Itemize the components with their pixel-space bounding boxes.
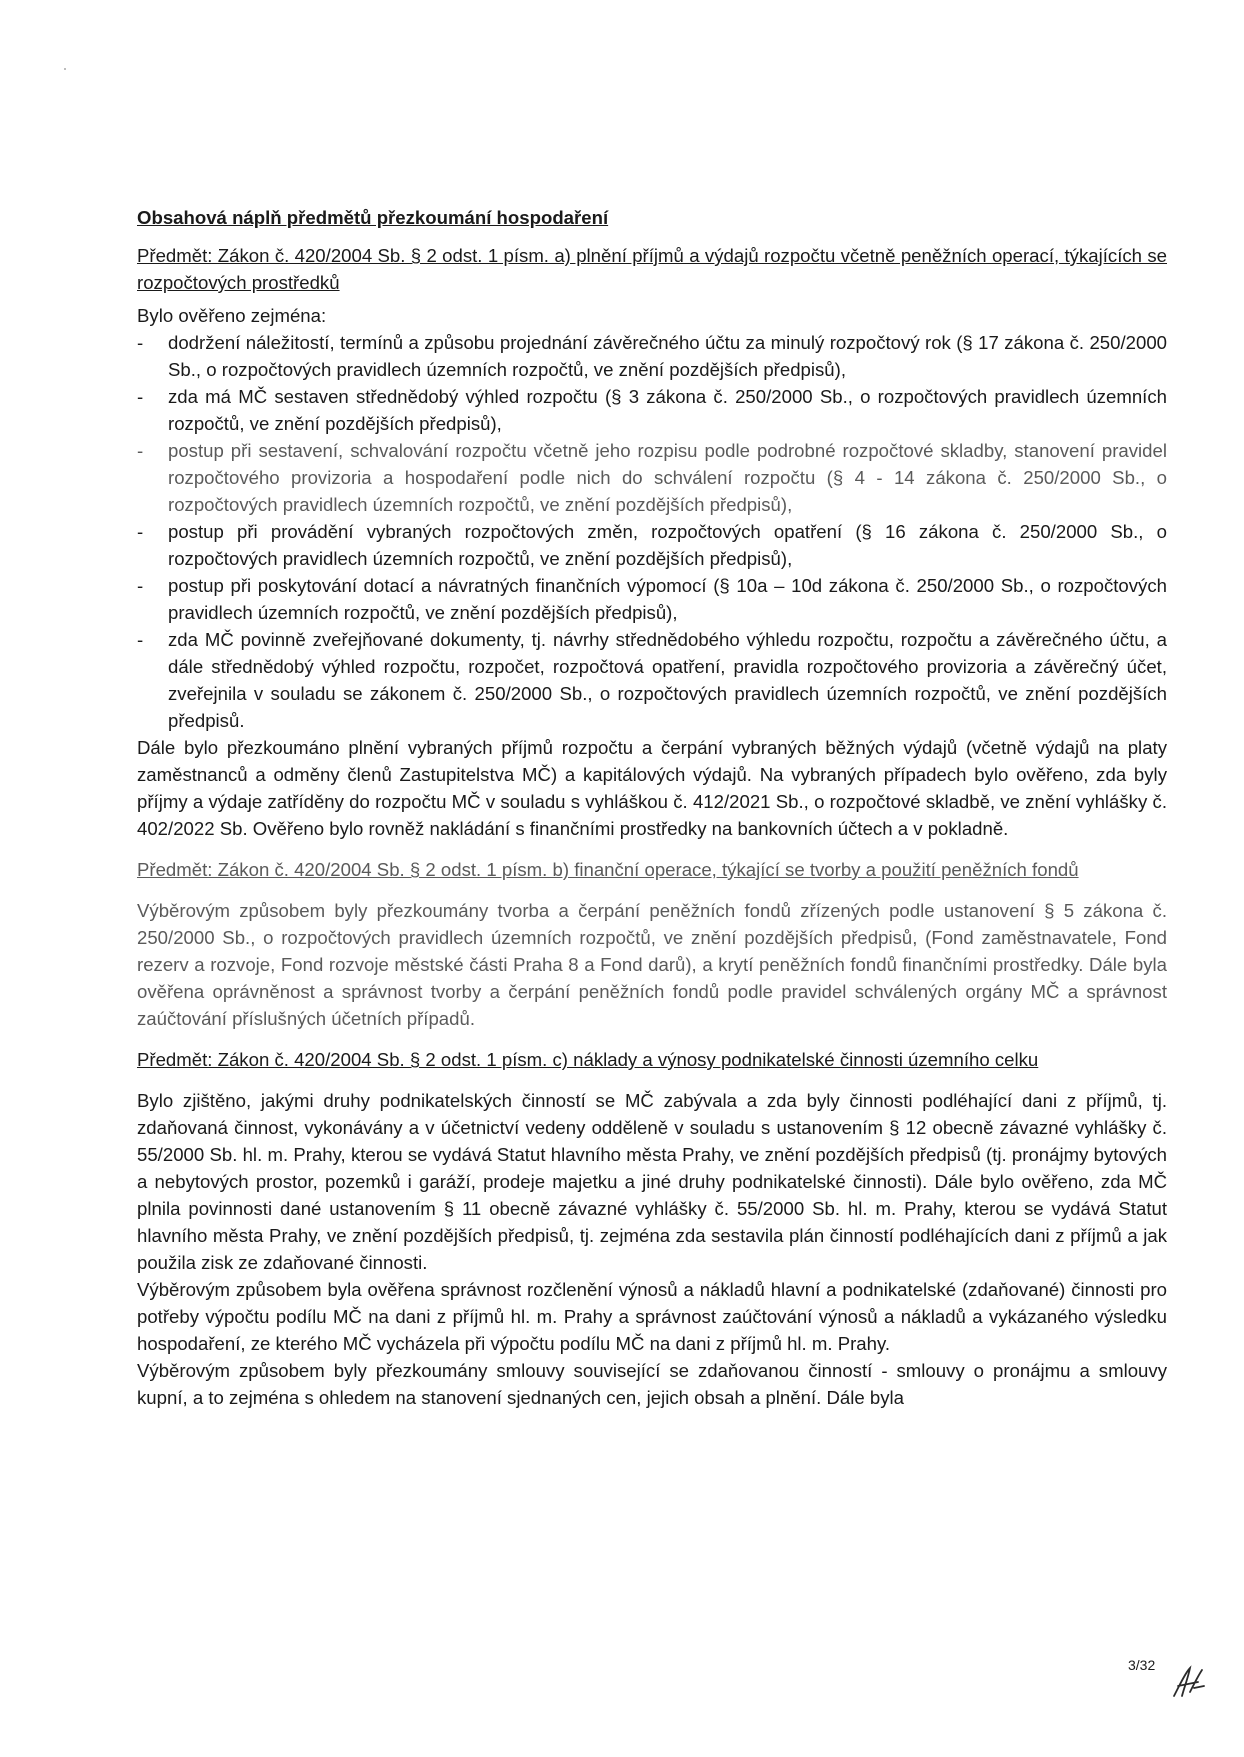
verified-item: - postup při provádění vybraných rozpočtových změn, rozpočtových opatření (§ 16 zákona č. 250/2000 Sb., o rozpočtových pravidlech územních rozpočtů, ve znění pozdějších předpisů), — [137, 518, 1167, 572]
paragraph-a: Dále bylo přezkoumáno plnění vybraných příjmů rozpočtu a čerpání vybraných běžných výdajů (včetně výdajů na platy zaměstnanců a odměny členů Zastupitelstva MČ) a kapitálových výdajů. Na vybraných případech bylo ověřeno, zda byly příjmy a výdaje zatříděny do rozpočtu MČ v souladu s vyhláškou č. 412/2021 Sb., o rozpočtové skladbě, ve znění vyhlášky č. 402/2022 Sb. Ověřeno bylo rovněž nakládání s finančními prostředky na bankovních účtech a v pokladně. — [137, 737, 1167, 839]
subject-c-heading: Předmět: Zákon č. 420/2004 Sb. § 2 odst. 1 písm. c) náklady a výnosy podnikatelské činnosti územního celku — [137, 1049, 1039, 1070]
verified-item: - postup při sestavení, schvalování rozpočtu včetně jeho rozpisu podle podrobné rozpočtové skladby, stanovení pravidel rozpočtového provizoria a hospodaření podle nich do schválení rozpočtu (§ 4 - 14 zákona č. 250/2000 Sb., o rozpočtových pravidlech územních rozpočtů, ve znění pozdějších předpisů), — [137, 437, 1167, 518]
paragraph-b: Výběrovým způsobem byly přezkoumány tvorba a čerpání peněžních fondů zřízených podle ustanovení § 5 zákona č. 250/2000 Sb., o rozpočtových pravidlech územních rozpočtů, ve znění pozdějších předpisů, (Fond zaměstnavatele, Fond rezerv a rozvoje, Fond rozvoje městské části Praha 8 a Fond darů), a krytí peněžních fondů finančními prostředky. Dále byla ověřena oprávněnost a správnost tvorby a čerpání peněžních fondů podle pravidel schválených orgány MČ a správnost zaúčtování příslušných účetních případů. — [137, 900, 1167, 1029]
verified-item: - zda má MČ sestaven střednědobý výhled rozpočtu (§ 3 zákona č. 250/2000 Sb., o rozpočtových pravidlech územních rozpočtů, ve znění pozdějších předpisů), — [137, 383, 1167, 437]
verified-item: - dodržení náležitostí, termínů a způsobu projednání závěrečného účtu za minulý rozpočtový rok (§ 17 zákona č. 250/2000 Sb., o rozpočtových pravidlech územních rozpočtů, ve znění pozdějších předpisů), — [137, 329, 1167, 383]
paragraph-c3: Výběrovým způsobem byly přezkoumány smlouvy související se zdaňovanou činností - smlouvy o pronájmu a smlouvy kupní, a to zejména s ohledem na stanovení sjednaných cen, jejich obsah a plnění. Dále byla — [137, 1360, 1167, 1408]
page-number: 3/32 — [1128, 1657, 1156, 1673]
document-body — [137, 204, 1167, 1411]
verified-intro: Bylo ověřeno zejména: — [137, 305, 327, 326]
paragraph-c2: Výběrovým způsobem byla ověřena správnost rozčlenění výnosů a nákladů hlavní a podnikatelské (zdaňované) činnosti pro potřeby výpočtu podílu MČ na dani z příjmů hl. m. Prahy a správnost zaúčtování výnosů a nákladů a vykázaného výsledku hospodaření, ze kterého MČ vycházela při výpočtu podílu MČ na dani z příjmů hl. m. Prahy. — [137, 1279, 1167, 1354]
subject-a-heading: Předmět: Zákon č. 420/2004 Sb. § 2 odst. 1 písm. a) plnění příjmů a výdajů rozpočtu včetně peněžních operací, týkajících se rozpočtových prostředků — [137, 245, 1167, 293]
paragraph-c1: Bylo zjištěno, jakými druhy podnikatelských činností se MČ zabývala a zda byly činnosti podléhající dani z příjmů, tj. zdaňovaná činnost, vykonávány a v účetnictví vedeny odděleně v souladu s ustanovením § 12 obecně závazné vyhlášky č. 55/2000 Sb. hl. m. Prahy, kterou se vydává Statut hlavního města Prahy, ve znění pozdějších předpisů (tj. pronájmy bytových a nebytových prostor, pozemků i garáží, prodeje majetku a jiné druhy podnikatelské činnosti). Dále bylo ověřeno, zda MČ plnila povinnosti dané ustanovením § 11 obecně závazné vyhlášky č. 55/2000 Sb. hl. m. Prahy, kterou se vydává Statut hlavního města Prahy, ve znění pozdějších předpisů, tj. zejména zda sestavila plán činností podléhajících dani z příjmů a jak použila zisk ze zdaňované činnosti. — [137, 1090, 1167, 1273]
section-heading: Obsahová náplň předmětů přezkoumání hospodaření — [137, 207, 609, 228]
subject-b-heading: Předmět: Zákon č. 420/2004 Sb. § 2 odst. 1 písm. b) finanční operace, týkající se tvorby a použití peněžních fondů — [137, 859, 1079, 880]
verified-item: - zda MČ povinně zveřejňované dokumenty, tj. návrhy střednědobého výhledu rozpočtu, rozpočtu a závěrečného účtu, a dále střednědobý výhled rozpočtu, rozpočet, rozpočtová opatření, pravidla rozpočtového provizoria a závěrečný účet, zveřejnila v souladu se zákonem č. 250/2000 Sb., o rozpočtových pravidlech územních rozpočtů, ve znění pozdějších předpisů. — [137, 626, 1167, 734]
signature-initials — [1168, 1662, 1208, 1702]
verified-items-list — [137, 329, 1167, 734]
verified-item: - postup při poskytování dotací a návratných finančních výpomocí (§ 10a – 10d zákona č. 250/2000 Sb., o rozpočtových pravidlech územních rozpočtů, ve znění pozdějších předpisů), — [137, 572, 1167, 626]
scan-speck — [64, 68, 66, 70]
